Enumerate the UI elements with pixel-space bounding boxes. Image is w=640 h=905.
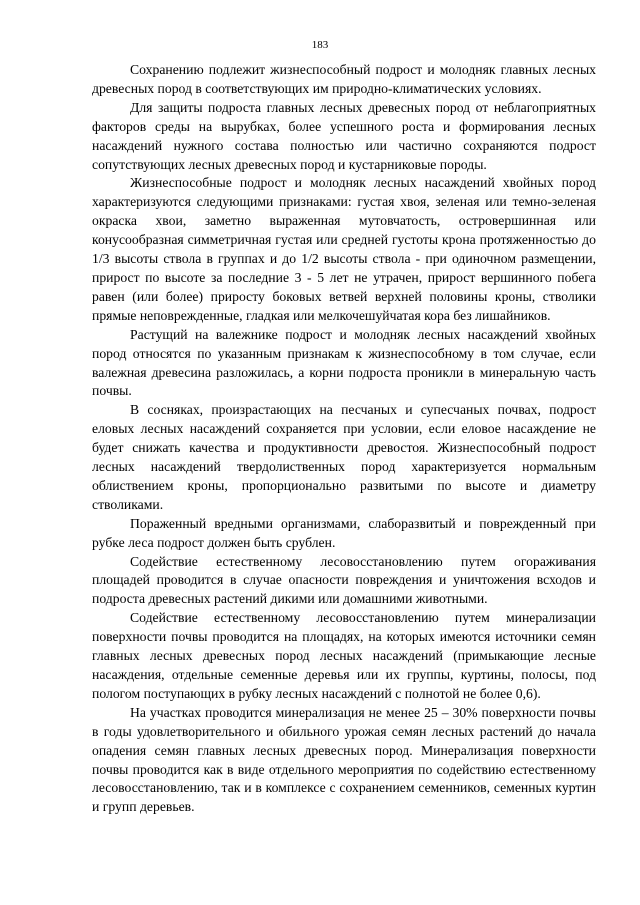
page-number: 183 bbox=[311, 39, 329, 51]
document-body bbox=[92, 61, 596, 817]
paragraph-9: На участках проводится минерализация не менее 25 – 30% поверхности почвы в годы удовлетворительного и обильного урожая семян лесных растений до начала опадения семян главных лесных древесных пород. Минерализация поверхности почвы проводится как в виде отдельного мероприятия по содействию естественному лесовосстановлению, так и в комплексе с сохранением семенников, семенных куртин и групп деревьев. bbox=[92, 704, 596, 815]
paragraph-1: Сохранению подлежит жизнеспособный подрост и молодняк главных лесных древесных пород в соответствующих им природно-климатических условиях. bbox=[92, 62, 596, 96]
paragraph-4: Растущий на валежнике подрост и молодняк лесных насаждений хвойных пород относятся по указанным признакам к жизнеспособному в том случае, если валежная древесина разложилась, а корни подроста проникли в минеральную часть почвы. bbox=[92, 326, 596, 399]
paragraph-6: Пораженный вредными организмами, слаборазвитый и поврежденный при рубке леса подрост должен быть срублен. bbox=[92, 515, 596, 550]
paragraph-7: Содействие естественному лесовосстановлению путем огораживания площадей проводится в случае опасности повреждения и уничтожения всходов и подроста древесных растений дикими или домашними животными. bbox=[92, 553, 596, 607]
paragraph-2: Для защиты подроста главных лесных древесных пород от неблагоприятных факторов среды на вырубках, более успешного роста и формирования лесных насаждений нужного состава полностью или частично сохраняются подрост сопутствующих лесных древесных пород и кустарниковые породы. bbox=[92, 99, 596, 172]
paragraph-3: Жизнеспособные подрост и молодняк лесных насаждений хвойных пород характеризуются следующими признаками: густая хвоя, зеленая или темно-зеленая окраска хвои, заметно выраженная мутовчатость, островершинная или конусообразная симметричная густая или средней густоты крона протяженностью до 1/3 высоты ствола в группах и до 1/2 высоты ствола - при одиночном размещении, прирост по высоте за последние 3 - 5 лет не утрачен, прирост вершинного побега равен (или более) приросту боковых ветвей верхней половины кроны, стволики прямые неповрежденные, гладкая или мелкочешуйчатая кора без лишайников. bbox=[92, 175, 596, 323]
paragraph-5: В сосняках, произрастающих на песчаных и супесчаных почвах, подрост еловых лесных насаждений сохраняется при условии, если еловое насаждение не будет снижать качества и продуктивности древостоя. Жизнеспособный подрост лесных насаждений твердолиственных пород характеризуется нормальным облиствением кроны, пропорционально развитыми по высоте и диаметру стволиками. bbox=[92, 402, 596, 512]
paragraph-8: Содействие естественному лесовосстановлению путем минерализации поверхности почвы проводится на площадях, на которых имеются источники семян главных лесных древесных пород лесных насаждений (примыкающие лесные насаждения, отдельные семенные деревья или их группы, куртины, полосы, под пологом поступающих в рубку лесных насаждений с полнотой не более 0,6). bbox=[92, 610, 596, 701]
